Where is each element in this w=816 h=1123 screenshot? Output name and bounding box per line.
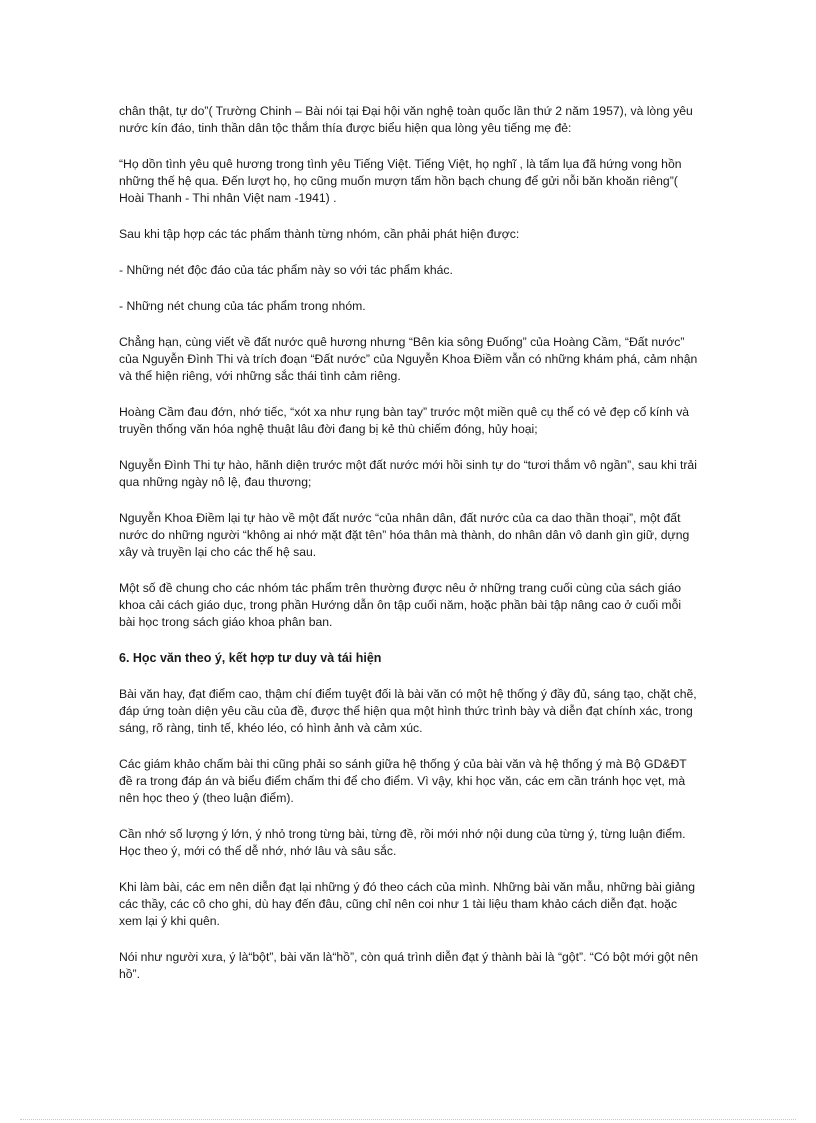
list-item: - Những nét chung của tác phẩm trong nhóm. (119, 299, 366, 313)
paragraph: Nói như người xưa, ý là“bột”, bài văn là“hồ”, còn quá trình diễn đạt ý thành bài là “gột”. “Có bột mới gột nên hồ”. (119, 950, 699, 981)
document-page (119, 103, 699, 1002)
paragraph: Các giám khảo chấm bài thi cũng phải so sánh giữa hệ thống ý của bài văn và hệ thống ý mà Bộ GD&ĐT đề ra trong đáp án và biểu điểm chấm thi để cho điểm. Vì vậy, khi học văn, các em cần tránh học vẹt, mà nên học theo ý (theo luận điểm). (119, 757, 687, 805)
page-bottom-divider (20, 1119, 796, 1120)
paragraph: Nguyễn Khoa Điềm lại tự hào về một đất nước “của nhân dân, đất nước của ca dao thần thoại”, một đất nước do những người “không ai nhớ mặt đặt tên” hóa thân mà thành, do nhân dân vô danh gìn giữ, dựng xây và truyền lại cho các thế hệ sau. (119, 511, 690, 559)
paragraph: Cần nhớ số lượng ý lớn, ý nhỏ trong từng bài, từng đề, rồi mới nhớ nội dung của từng ý, từng luận điểm. Học theo ý, mới có thể dễ nhớ, nhớ lâu và sâu sắc. (119, 827, 686, 858)
paragraph: Chẳng hạn, cùng viết về đất nước quê hương nhưng “Bên kia sông Đuống” của Hoàng Cầm, “Đất nước” của Nguyễn Đình Thi và trích đoạn “Đất nước” của Nguyễn Khoa Điềm vẫn có những khám phá, cảm nhận và thể hiện riêng, với những sắc thái tình cảm riêng. (119, 335, 698, 383)
paragraph: Sau khi tập hợp các tác phẩm thành từng nhóm, cần phải phát hiện được: (119, 227, 520, 241)
quote-paragraph: “Họ dồn tình yêu quê hương trong tình yêu Tiếng Việt. Tiếng Việt, họ nghĩ , là tấm lụa đã hứng vong hồn những thế hệ qua. Đến lượt họ, họ cũng muốn mượn tấm hồn bạch chung để gửi nỗi băn khoăn riêng”( Hoài Thanh - Thi nhân Việt nam -1941) . (119, 157, 682, 205)
section-heading: 6. Học văn theo ý, kết hợp tư duy và tái hiện (119, 651, 382, 665)
paragraph: chân thật, tự do”( Trường Chinh – Bài nói tại Đại hội văn nghệ toàn quốc lần thứ 2 năm 1957), và lòng yêu nước kín đáo, tinh thần dân tộc thắm thía được biểu hiện qua lòng yêu tiếng mẹ đẻ: (119, 104, 693, 135)
paragraph: Khi làm bài, các em nên diễn đạt lại những ý đó theo cách của mình. Những bài văn mẫu, những bài giảng các thầy, các cô cho ghi, dù hay đến đâu, cũng chỉ nên coi như 1 tài liệu tham khảo cách diễn đạt. hoặc xem lại ý khi quên. (119, 880, 695, 928)
paragraph: Một số đề chung cho các nhóm tác phẩm trên thường được nêu ở những trang cuối cùng của sách giáo khoa cải cách giáo dục, trong phần Hướng dẫn ôn tập cuối năm, hoặc phần bài tập nâng cao ở cuối mỗi bài học trong sách giáo khoa phân ban. (119, 581, 682, 629)
paragraph: Nguyễn Đình Thi tự hào, hãnh diện trước một đất nước mới hồi sinh tự do “tươi thắm vô ngần”, sau khi trải qua những ngày nô lệ, đau thương; (119, 458, 697, 489)
list-item: - Những nét độc đáo của tác phẩm này so với tác phẩm khác. (119, 263, 453, 277)
paragraph: Hoàng Cầm đau đớn, nhớ tiếc, “xót xa như rụng bàn tay” trước một miền quê cụ thể có vẻ đẹp cổ kính và truyền thống văn hóa nghệ thuật lâu đời đang bị kẻ thù chiếm đóng, hủy hoại; (119, 405, 690, 436)
paragraph: Bài văn hay, đạt điểm cao, thậm chí điểm tuyệt đối là bài văn có một hệ thống ý đầy đủ, sáng tạo, chặt chẽ, đáp ứng toàn diện yêu cầu của đề, được thể hiện qua một hình thức trình bày và diễn đạt chính xác, trong sáng, rõ ràng, tinh tế, khéo léo, có hình ảnh và cảm xúc. (119, 687, 697, 735)
